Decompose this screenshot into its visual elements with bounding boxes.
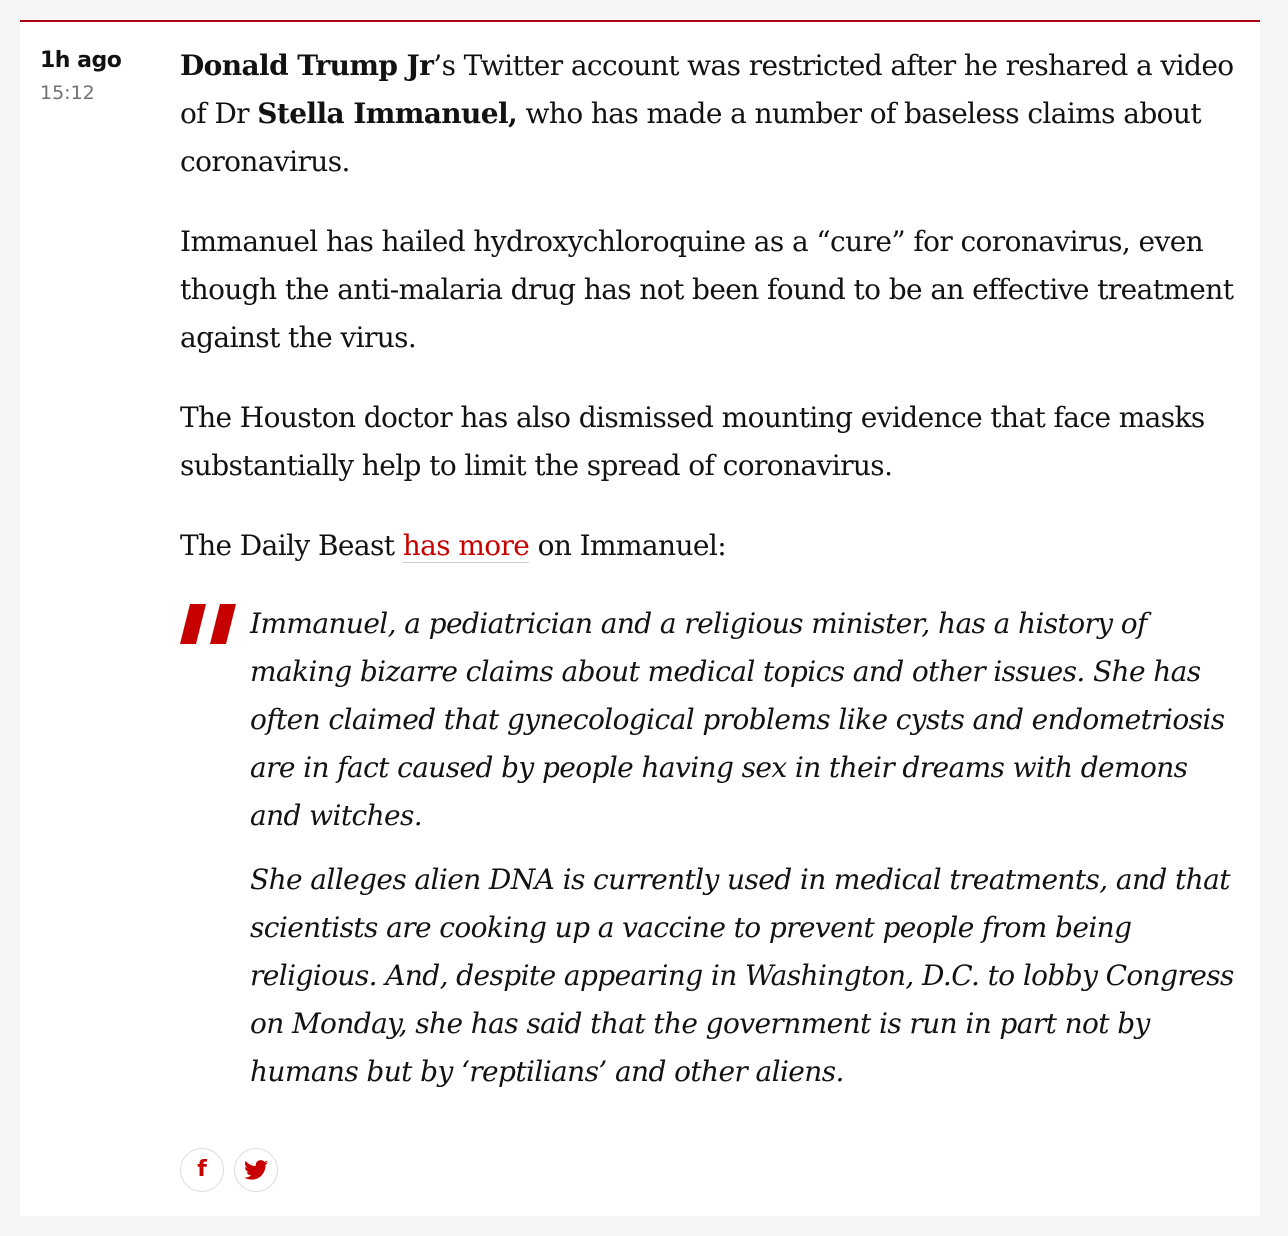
twitter-share-button[interactable] [234, 1148, 278, 1192]
paragraph-3: The Houston doctor has also dismissed mounting evidence that face masks substantially help to limit the spread of coronavirus. [180, 401, 1205, 482]
paragraph-4-text-b: on Immanuel: [529, 529, 727, 562]
bold-name-immanuel: Stella Immanuel, [257, 97, 518, 130]
paragraph-4 [180, 522, 1240, 570]
paragraph-1-text-a: ’s Twitter account was restricted after he reshared a video of Dr [180, 49, 1234, 130]
entry-body [180, 42, 1240, 1124]
facebook-icon: f [197, 1157, 207, 1182]
liveblog-entry [20, 20, 1260, 1216]
paragraph-2: Immanuel has hailed hydroxychloroquine as a “cure” for coronavirus, even though the anti-malaria drug has not been found to be an effective treatment against the virus. [180, 225, 1234, 354]
entry-meta [40, 46, 160, 108]
paragraph-4-text-a: The Daily Beast [180, 529, 403, 562]
facebook-share-button[interactable] [180, 1148, 224, 1192]
bold-name-trump: Donald Trump Jr [180, 49, 434, 82]
time-ago[interactable]: 1h ago [40, 48, 122, 73]
block-quote [180, 600, 1240, 1096]
quote-paragraph-2: She alleges alien DNA is currently used in medical treatments, and that scientists are cooking up a vaccine to prevent people from being religious. And, despite appearing in Washington, D.C. to lobby Congress on Monday, she has said that the government is run in part not by humans but by ‘reptilians’ and other aliens. [250, 863, 1234, 1088]
paragraph-1 [180, 42, 1240, 186]
quote-mark-icon [180, 604, 238, 644]
timestamp: 15:12 [40, 82, 95, 104]
paragraph-1-text-b: who has made a number of baseless claims about coronavirus. [180, 97, 1202, 178]
has-more-link[interactable]: has more [402, 529, 530, 562]
share-buttons [180, 1148, 278, 1192]
quote-paragraph-1: Immanuel, a pediatrician and a religious minister, has a history of making bizarre claims about medical topics and other issues. She has often claimed that gynecological problems like cysts and endometriosis are in fact caused by people having sex in their dreams with demons and witches. [250, 607, 1225, 832]
twitter-bird-icon [244, 1160, 268, 1180]
